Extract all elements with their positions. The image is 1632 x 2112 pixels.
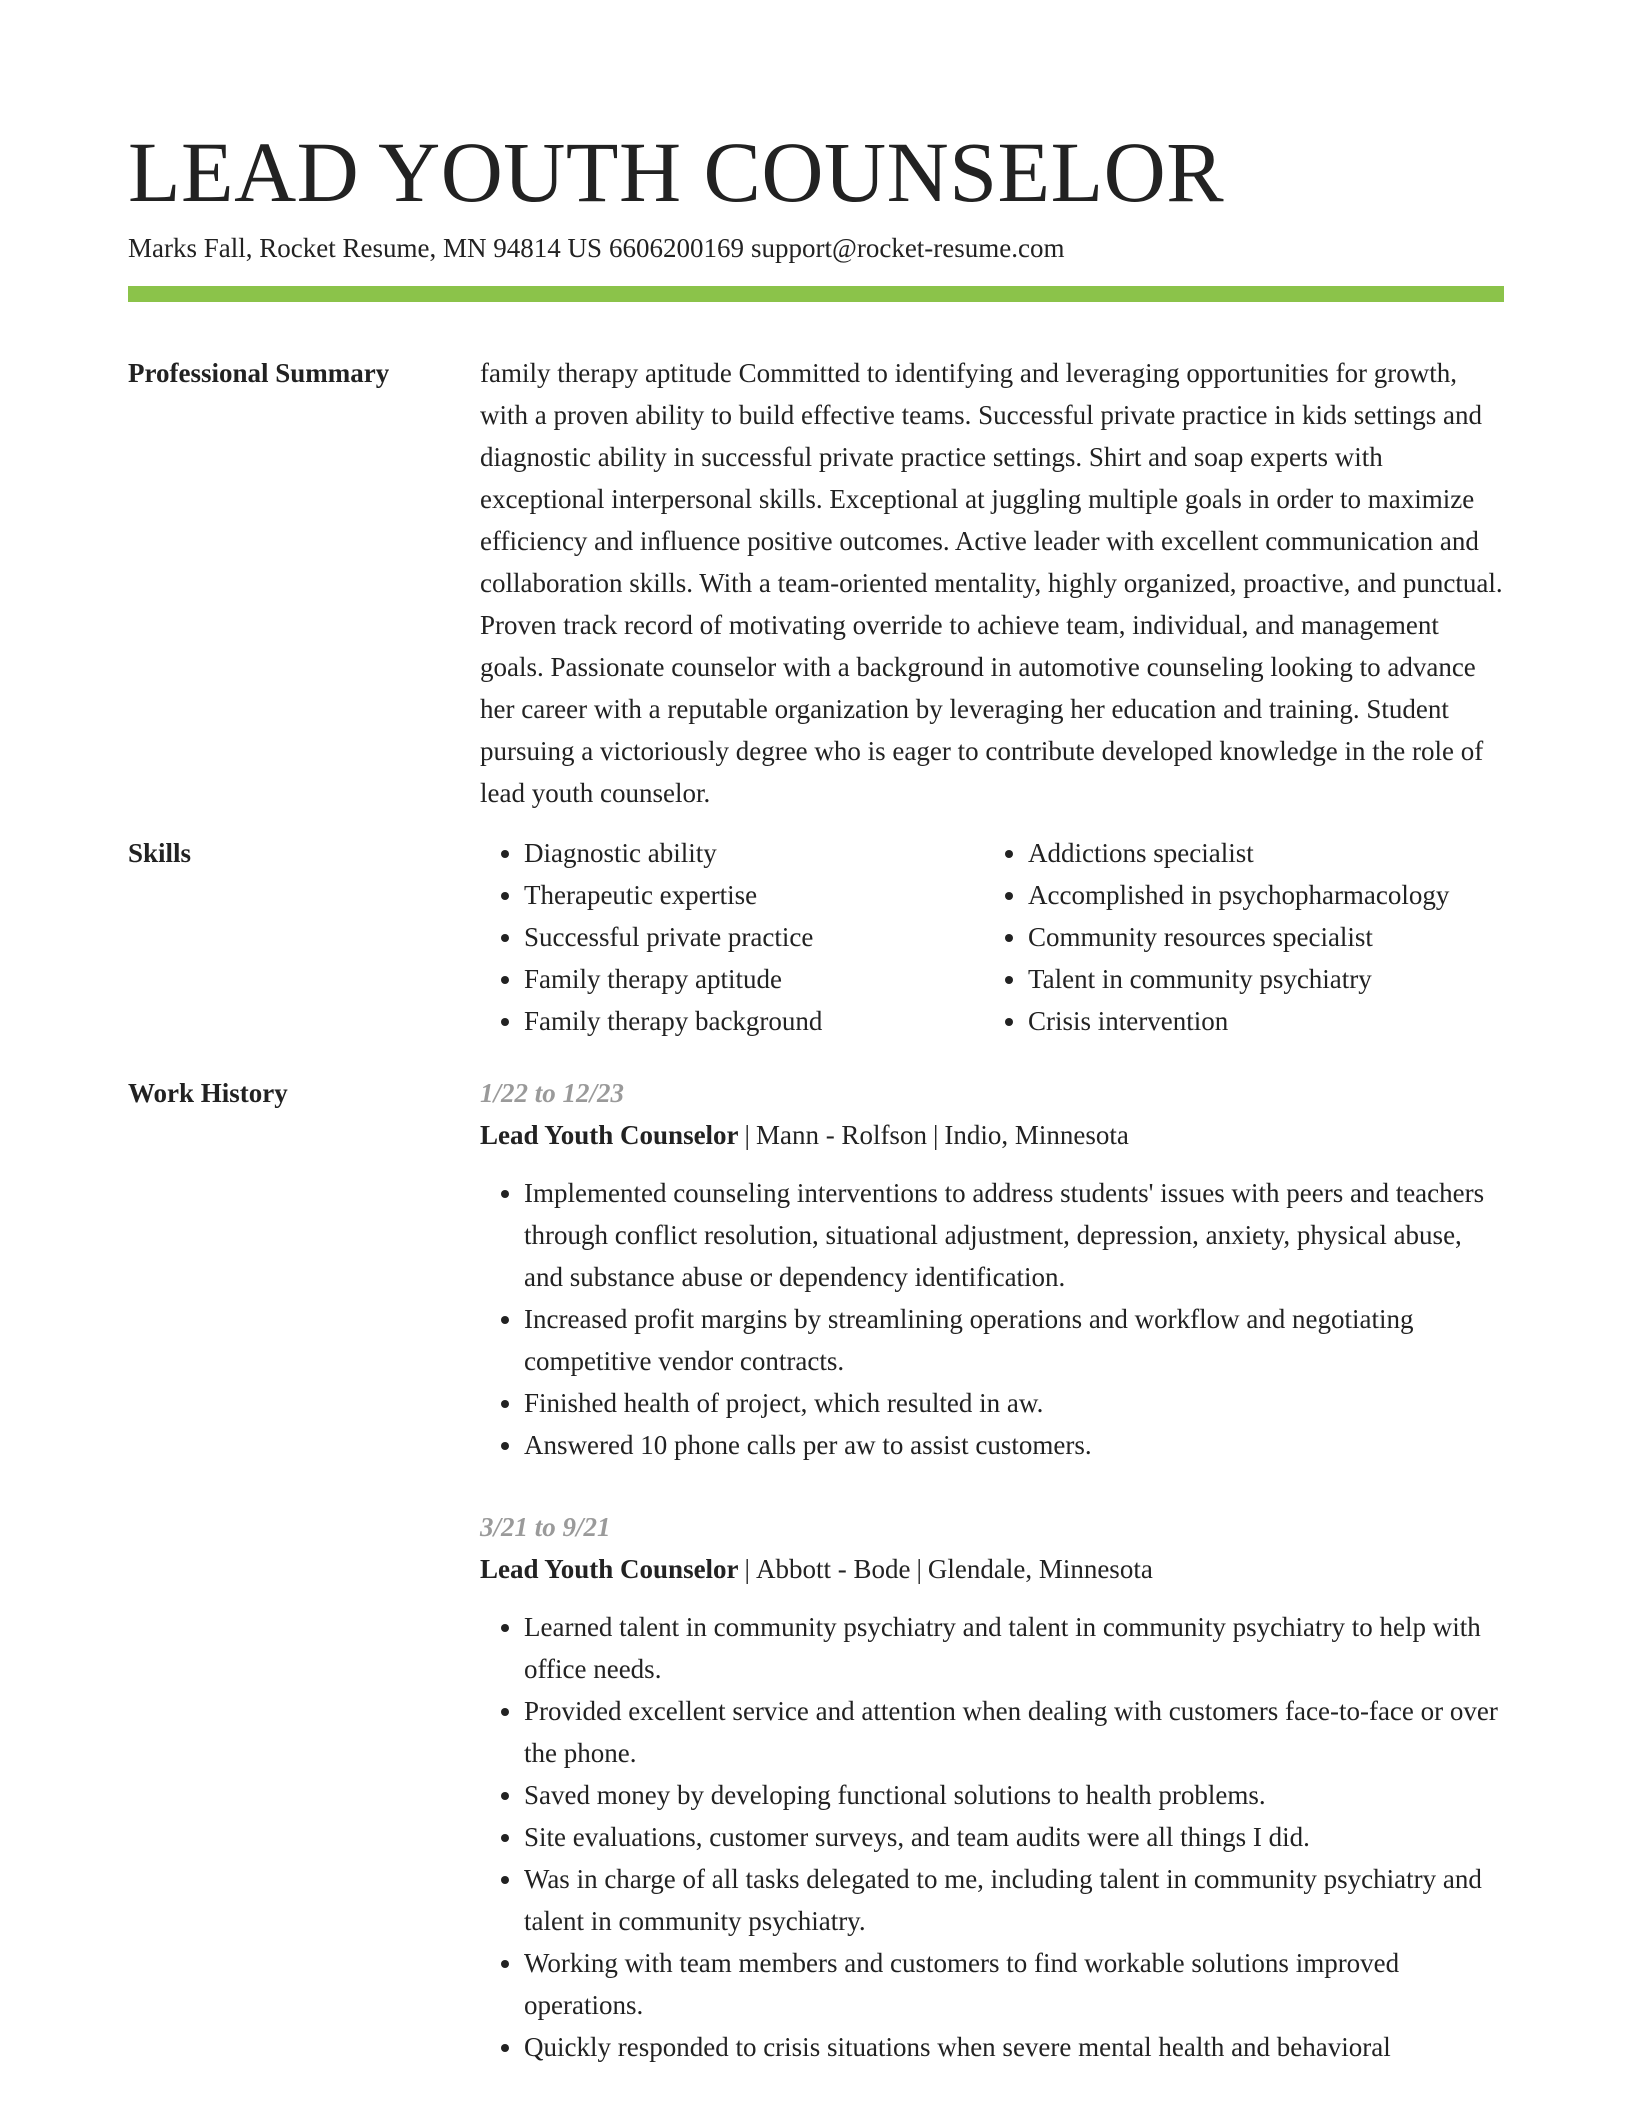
skills-heading: Skills [128, 838, 192, 868]
job-bullet: • Saved money by developing functional solutions to health problems. [524, 1774, 1504, 1816]
skill-item: • Diagnostic ability [524, 832, 984, 874]
contact-line [128, 230, 1504, 266]
job-bullet: • Implemented counseling interventions to address students' issues with peers and teachers through conflict resolution, situational adjustment, depression, anxiety, physical abuse, and substance abuse or dependency identification. [524, 1172, 1504, 1298]
job-location: Indio, Minnesota [944, 1120, 1129, 1150]
skill-item: • Addictions specialist [1028, 832, 1488, 874]
job-bullet: • Learned talent in community psychiatry and talent in community psychiatry to help with office needs. [524, 1606, 1504, 1690]
skill-item: • Therapeutic expertise [524, 874, 984, 916]
summary-heading: Professional Summary [128, 358, 390, 388]
skills-list-left [480, 832, 984, 1042]
separator: | [744, 1120, 750, 1150]
job-heading [480, 1548, 1504, 1590]
job-bullet: • Increased profit margins by streamlining operations and workflow and negotiating competitive vendor contracts. [524, 1298, 1504, 1382]
separator: | [932, 1120, 939, 1150]
skill-item: • Talent in community psychiatry [1028, 958, 1488, 1000]
contact-email[interactable]: support@rocket-resume.com [750, 233, 1065, 263]
work-history-heading: Work History [128, 1078, 288, 1108]
job-bullet: • Provided excellent service and attention when dealing with customers face-to-face or over the phone. [524, 1690, 1504, 1774]
separator: | [916, 1554, 922, 1584]
skill-item: • Community resources specialist [1028, 916, 1488, 958]
contact-address: Marks Fall, Rocket Resume, MN 94814 US [128, 233, 602, 263]
job-bullet: • Was in charge of all tasks delegated to me, including talent in community psychiatry and talent in community psychiatry. [524, 1858, 1504, 1942]
skill-item: • Family therapy aptitude [524, 958, 984, 1000]
summary-body [480, 352, 1504, 814]
skill-item: • Successful private practice [524, 916, 984, 958]
job-bullet: • Answered 10 phone calls per aw to assist customers. [524, 1424, 1504, 1466]
skills-section [128, 832, 1504, 1042]
job-entry [480, 1072, 1504, 1466]
job-dates: 3/21 to 9/21 [480, 1512, 611, 1542]
job-company: Abbott - Bode [755, 1554, 911, 1584]
job-company: Mann - Rolfson [755, 1120, 927, 1150]
separator: | [744, 1554, 750, 1584]
job-location: Glendale, Minnesota [927, 1554, 1153, 1584]
skill-item: • Family therapy background [524, 1000, 984, 1042]
summary-section [128, 352, 1504, 814]
work-history-body [480, 1072, 1504, 2108]
job-bullet: • Quickly responded to crisis situations when severe mental health and behavioral [524, 2026, 1504, 2068]
job-dates: 1/22 to 12/23 [480, 1078, 625, 1108]
job-title: Lead Youth Counselor [480, 1554, 739, 1584]
job-bullet: • Site evaluations, customer surveys, and team audits were all things I did. [524, 1816, 1504, 1858]
skill-item: • Crisis intervention [1028, 1000, 1488, 1042]
skills-body [480, 832, 1504, 1042]
summary-text: family therapy aptitude Committed to identifying and leveraging opportunities for growth, with a proven ability to build effective teams. Successful private practice in kids settings and diagnostic ability in successful private practice settings. Shirt and soap experts with exceptional interpersonal skills. Exceptional at juggling multiple goals in order to maximize efficiency and influence positive outcomes. Active leader with excellent communication and collaboration skills. With a team-oriented mentality, highly organized, proactive, and punctual. Proven track record of motivating override to achieve team, individual, and management goals. Passionate counselor with a background in automotive counseling looking to advance her career with a reputable organization by leveraging her education and training. Student pursuing a victoriously degree who is eager to contribute developed knowledge in the role of lead youth counselor. [480, 358, 1503, 808]
job-bullets [480, 1172, 1504, 1466]
accent-divider [128, 286, 1504, 302]
skill-item: • Accomplished in psychopharmacology [1028, 874, 1488, 916]
job-bullets [480, 1606, 1504, 2068]
skills-list-right [984, 832, 1488, 1042]
contact-phone: 6606200169 [608, 233, 744, 263]
job-bullet: • Working with team members and customers to find workable solutions improved operations. [524, 1942, 1504, 2026]
work-history-section [128, 1072, 1504, 2108]
job-bullet: • Finished health of project, which resulted in aw. [524, 1382, 1504, 1424]
resume-title: LEAD YOUTH COUNSELOR [128, 124, 1225, 220]
job-heading [480, 1114, 1504, 1156]
job-title: Lead Youth Counselor [480, 1120, 739, 1150]
resume-page [128, 120, 1504, 2108]
job-entry [480, 1506, 1504, 2068]
